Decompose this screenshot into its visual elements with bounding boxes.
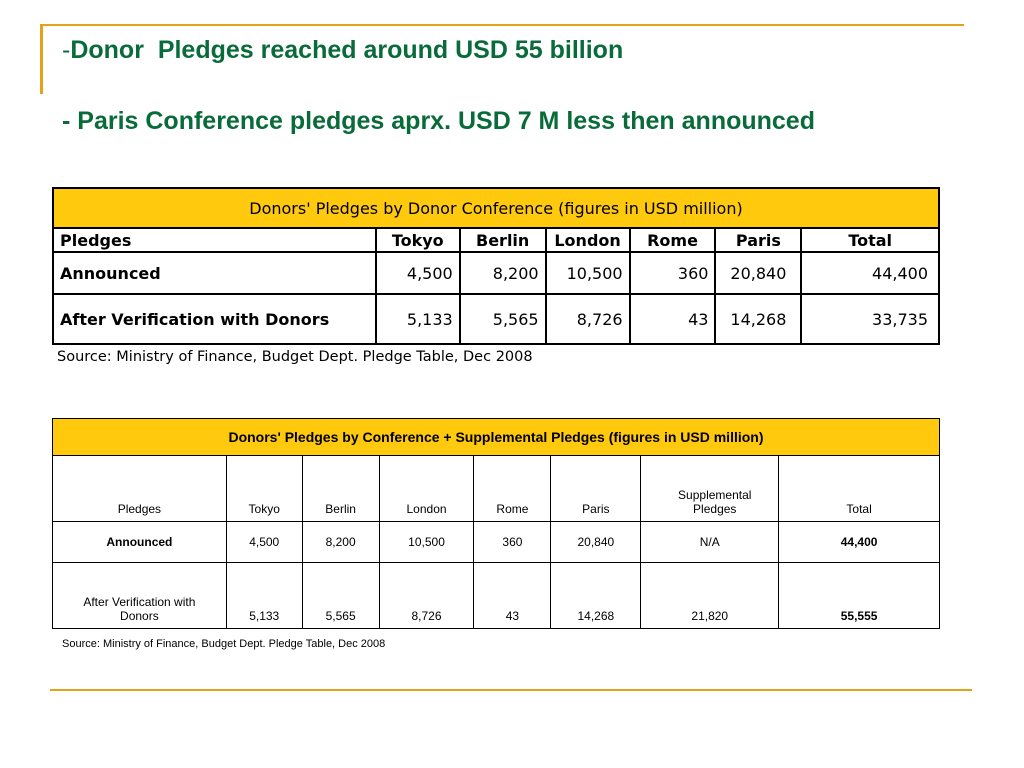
- table-cell: 5,133: [376, 294, 460, 344]
- title-dash: -: [62, 36, 71, 64]
- slide-title-line2: - Paris Conference pledges aprx. USD 7 M less then announced: [62, 107, 815, 135]
- table-cell: 43: [474, 563, 551, 629]
- table-cell: 21,820: [641, 563, 779, 629]
- table-cell: 4,500: [376, 252, 460, 294]
- table-cell: 33,735: [801, 294, 939, 344]
- table1-header-tokyo: Tokyo: [376, 228, 460, 252]
- frame-bottom-line: [50, 689, 972, 691]
- table-cell: 20,840: [715, 252, 801, 294]
- table-cell: 10,500: [379, 522, 474, 563]
- slide-title-line1: [62, 36, 623, 65]
- table1-header-pledges: Pledges: [53, 228, 376, 252]
- table-cell: 5,133: [226, 563, 302, 629]
- table-cell: 360: [474, 522, 551, 563]
- table-cell: 14,268: [715, 294, 801, 344]
- table2-header-london: London: [379, 456, 474, 522]
- table-cell: 20,840: [551, 522, 641, 563]
- table-row: [53, 563, 940, 629]
- table-cell: 5,565: [302, 563, 379, 629]
- table-row: [53, 252, 939, 294]
- table-cell: N/A: [641, 522, 779, 563]
- table2-header-tokyo: Tokyo: [226, 456, 302, 522]
- table-cell: 4,500: [226, 522, 302, 563]
- table2-header-berlin: Berlin: [302, 456, 379, 522]
- table-cell: 360: [630, 252, 716, 294]
- table2-header-rome: Rome: [474, 456, 551, 522]
- table1-source: Source: Ministry of Finance, Budget Dept. Pledge Table, Dec 2008: [57, 349, 533, 365]
- table-cell: 5,565: [460, 294, 546, 344]
- table-cell: 8,726: [546, 294, 630, 344]
- table2-header-paris: Paris: [551, 456, 641, 522]
- table-cell: Announced: [53, 252, 376, 294]
- table-cell: After Verification with Donors: [53, 563, 227, 629]
- table-cell: 44,400: [801, 252, 939, 294]
- table-cell: 8,200: [302, 522, 379, 563]
- table-row: [53, 522, 940, 563]
- table1-header-berlin: Berlin: [460, 228, 546, 252]
- pledges-table-1: [52, 187, 940, 345]
- table-cell: 44,400: [779, 522, 940, 563]
- table2-header-supplemental: Supplemental Pledges: [641, 456, 779, 522]
- title-text: Donor Pledges reached around USD 55 billion: [70, 36, 624, 64]
- table-cell: Announced: [53, 522, 227, 563]
- table-row: [53, 294, 939, 344]
- table1-header-total: Total: [801, 228, 939, 252]
- table2-header-pledges: Pledges: [53, 456, 227, 522]
- pledges-table-2: [52, 418, 940, 629]
- frame-vertical-line: [40, 24, 43, 94]
- table2-source: Source: Ministry of Finance, Budget Dept. Pledge Table, Dec 2008: [62, 638, 386, 650]
- table-cell: 10,500: [546, 252, 630, 294]
- table2-caption: Donors' Pledges by Conference + Supplemental Pledges (figures in USD million): [53, 419, 940, 456]
- table-cell: 14,268: [551, 563, 641, 629]
- table-cell: 8,726: [379, 563, 474, 629]
- table-cell: After Verification with Donors: [53, 294, 376, 344]
- table1-header-paris: Paris: [715, 228, 801, 252]
- frame-top-line: [40, 24, 964, 26]
- table1-caption: Donors' Pledges by Donor Conference (figures in USD million): [53, 188, 939, 228]
- table-cell: 55,555: [779, 563, 940, 629]
- table1-header-rome: Rome: [630, 228, 716, 252]
- table1-header-london: London: [546, 228, 630, 252]
- table2-header-total: Total: [779, 456, 940, 522]
- table-cell: 8,200: [460, 252, 546, 294]
- table-cell: 43: [630, 294, 716, 344]
